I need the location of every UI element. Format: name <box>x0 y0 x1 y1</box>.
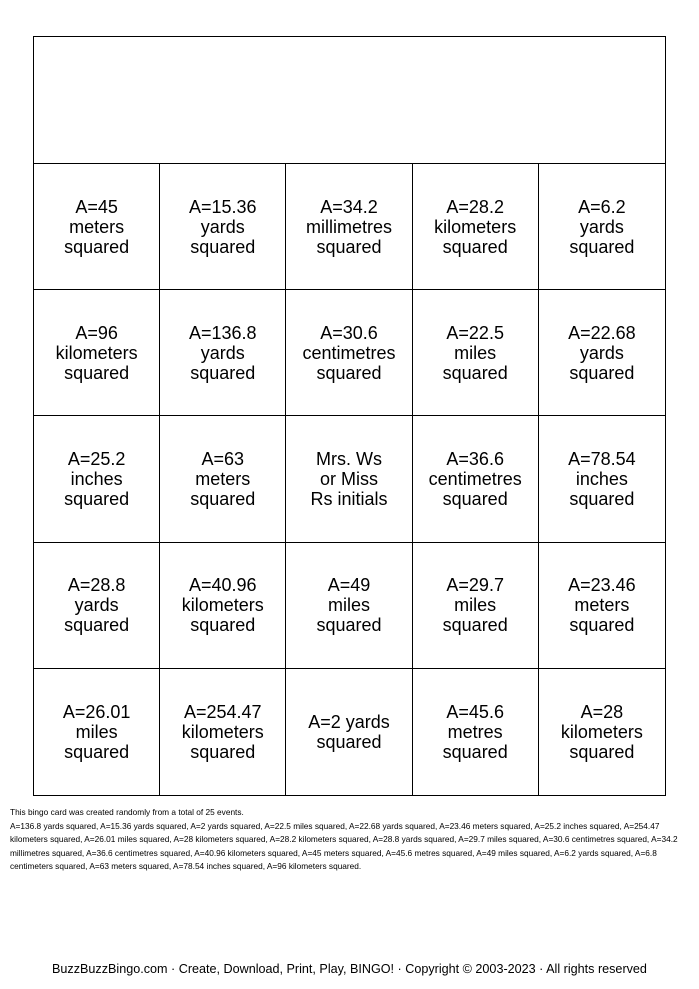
bingo-cell: A=6.2 yards squared <box>539 164 665 290</box>
bingo-cell: A=29.7 miles squared <box>413 543 539 669</box>
bingo-cell: A=254.47 kilometers squared <box>160 669 286 795</box>
bingo-cell: A=40.96 kilometers squared <box>160 543 286 669</box>
bingo-free-cell: Mrs. Ws or Miss Rs initials <box>286 416 412 542</box>
event-summary-intro: This bingo card was created randomly from a total of 25 events. <box>10 807 244 817</box>
bingo-cell: A=28.2 kilometers squared <box>413 164 539 290</box>
bingo-cell: A=22.5 miles squared <box>413 290 539 416</box>
bingo-cell: A=45.6 metres squared <box>413 669 539 795</box>
bingo-cell: A=36.6 centimetres squared <box>413 416 539 542</box>
bingo-cell: A=28 kilometers squared <box>560 701 643 762</box>
bingo-cell: A=2 yards squared <box>286 669 412 795</box>
site-footer: BuzzBuzzBingo.com · Create, Download, Print, Play, BINGO! · Copyright © 2003-2023 · All rights reserved <box>52 962 647 976</box>
bingo-cell: A=34.2 millimetres squared <box>286 164 412 290</box>
event-list: A=136.8 yards squared, A=15.36 yards squared, A=2 yards squared, A=22.5 miles squared, A=22.68 yards squared, A=23.46 meters squared, A=25.2 inches squared, A=254.47 kilometers squared, A=26.01 miles squared, A=28 kilometers squared, A=28.2 kilometers squared, A=28.8 yards squared, A=29.7 miles squared, A=30.6 centimetres squared, A=34.2 millimetres squared, A=36.6 centimetres squared, A=40.96 kilometers squared, A=45 meters squared, A=45.6 metres squared, A=49 miles squared, A=6.2 yards squared, A=6.8 centimeters squared, A=63 meters squared, A=78.54 inches squared, A=96 kilometers squared. <box>10 820 678 871</box>
bingo-cell: A=49 miles squared <box>286 543 412 669</box>
bingo-cell: A=28.8 yards squared <box>34 543 160 669</box>
bingo-cell: A=15.36 yards squared <box>160 164 286 290</box>
bingo-cell: A=22.68 yards squared <box>539 290 665 416</box>
bingo-cell: A=26.01 miles squared <box>34 669 160 795</box>
bingo-cell: A=96 kilometers squared <box>34 290 160 416</box>
bingo-cell: A=30.6 centimetres squared <box>286 290 412 416</box>
bingo-cell: A=136.8 yards squared <box>160 290 286 416</box>
bingo-cell: A=45 meters squared <box>34 164 160 290</box>
bingo-header-cell <box>34 37 665 164</box>
event-summary <box>10 806 694 874</box>
bingo-cell: A=23.46 meters squared <box>539 543 665 669</box>
bingo-cell: A=63 meters squared <box>160 416 286 542</box>
bingo-cell: A=78.54 inches squared <box>539 416 665 542</box>
bingo-cell: A=25.2 inches squared <box>34 416 160 542</box>
bingo-card <box>33 36 666 796</box>
bingo-grid <box>34 164 665 795</box>
